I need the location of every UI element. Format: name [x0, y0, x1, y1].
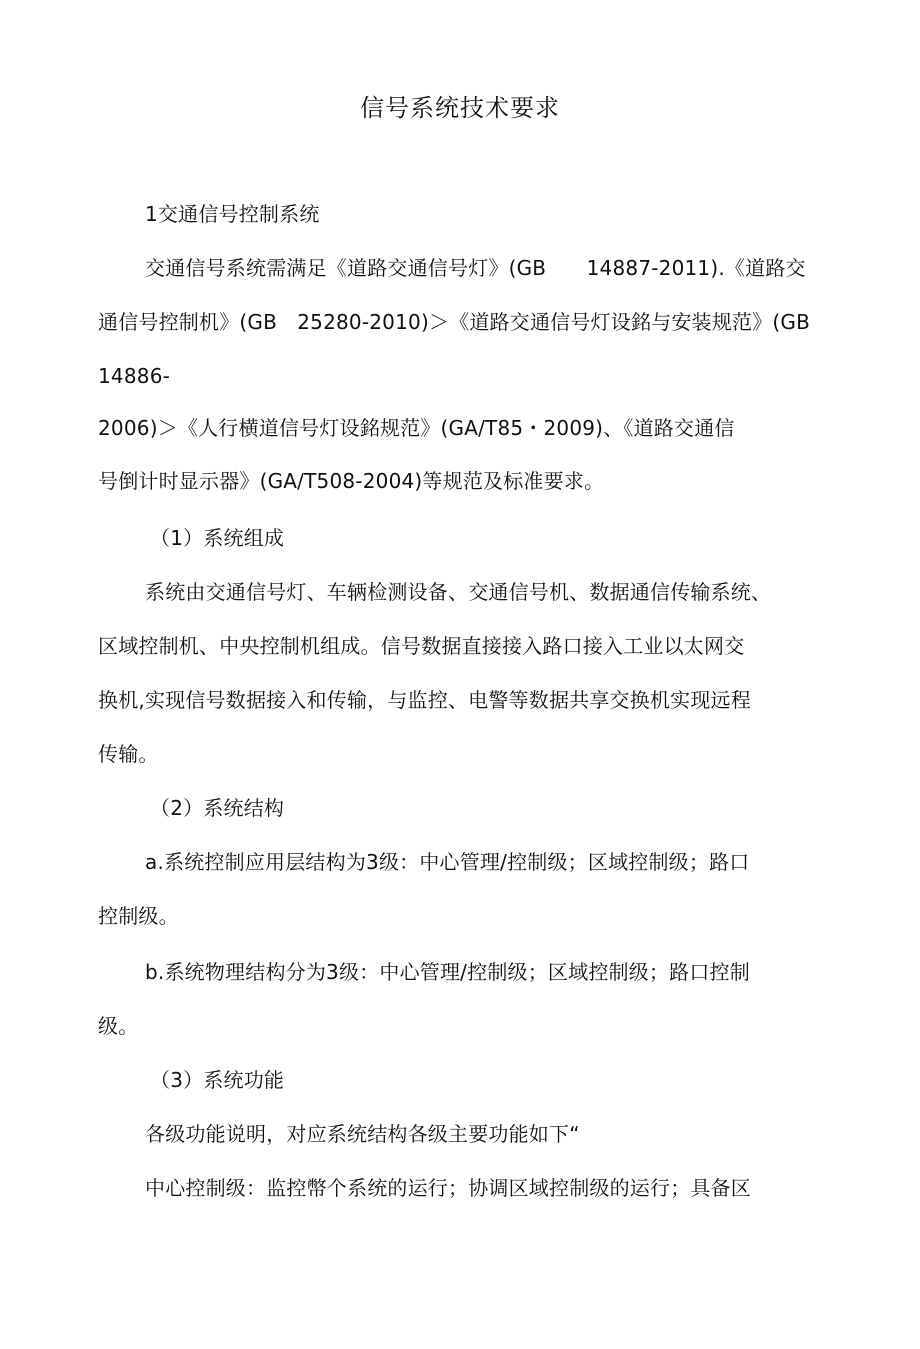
paragraph-line: 级。	[98, 1014, 139, 1038]
paragraph-line: 交通信号系统需满足《道路交通信号灯》(GB 14887-2011).《道路交	[145, 256, 806, 280]
document-title: 信号系统技术要求	[360, 94, 560, 122]
paragraph-line: 换机,实现信号数据接入和传输，与监控、电警等数据共享交换机实现远程	[98, 688, 751, 712]
paragraph-line: b.系统物理结构分为3级：中心管理/控制级；区域控制级；路口控制	[145, 960, 750, 984]
paragraph-line: 各级功能说明，对应系统结构各级主要功能如下“	[145, 1122, 580, 1146]
paragraph-line: 通信号控制机》(GB 25280-2010)＞《道路交通信号灯设銘与安装规范》(GB	[98, 310, 810, 334]
paragraph-line: 号倒计时显示器》(GA/T508-2004)等规范及标准要求。	[98, 469, 605, 493]
section-heading-1: 1交通信号控制系统	[145, 202, 320, 226]
paragraph-line: 中心控制级：监控幣个系统的运行；协调区域控制级的运行；具备区	[145, 1176, 751, 1200]
paragraph-line: 传输。	[98, 742, 159, 766]
paragraph-line: 区域控制机、中央控制机组成。信号数据直接接入路口接入工业以太网交	[98, 634, 745, 658]
paragraph-line: 2006)＞《人行横道信号灯设銘规范》(GA/T85・2009)、《道路交通信	[98, 416, 735, 440]
subsection-heading: （2）系统结构	[150, 796, 285, 820]
paragraph-line: a.系统控制应用层结构为3级：中心管理/控制级；区域控制级；路口	[145, 850, 750, 874]
subsection-heading: （3）系统功能	[150, 1068, 285, 1092]
subsection-heading: （1）系统组成	[150, 526, 285, 550]
paragraph-line: 控制级。	[98, 904, 179, 928]
paragraph-line: 14886-	[98, 364, 171, 388]
paragraph-line: 系统由交通信号灯、车辆检测设备、交通信号机、数据通信传输系统、	[145, 580, 772, 604]
